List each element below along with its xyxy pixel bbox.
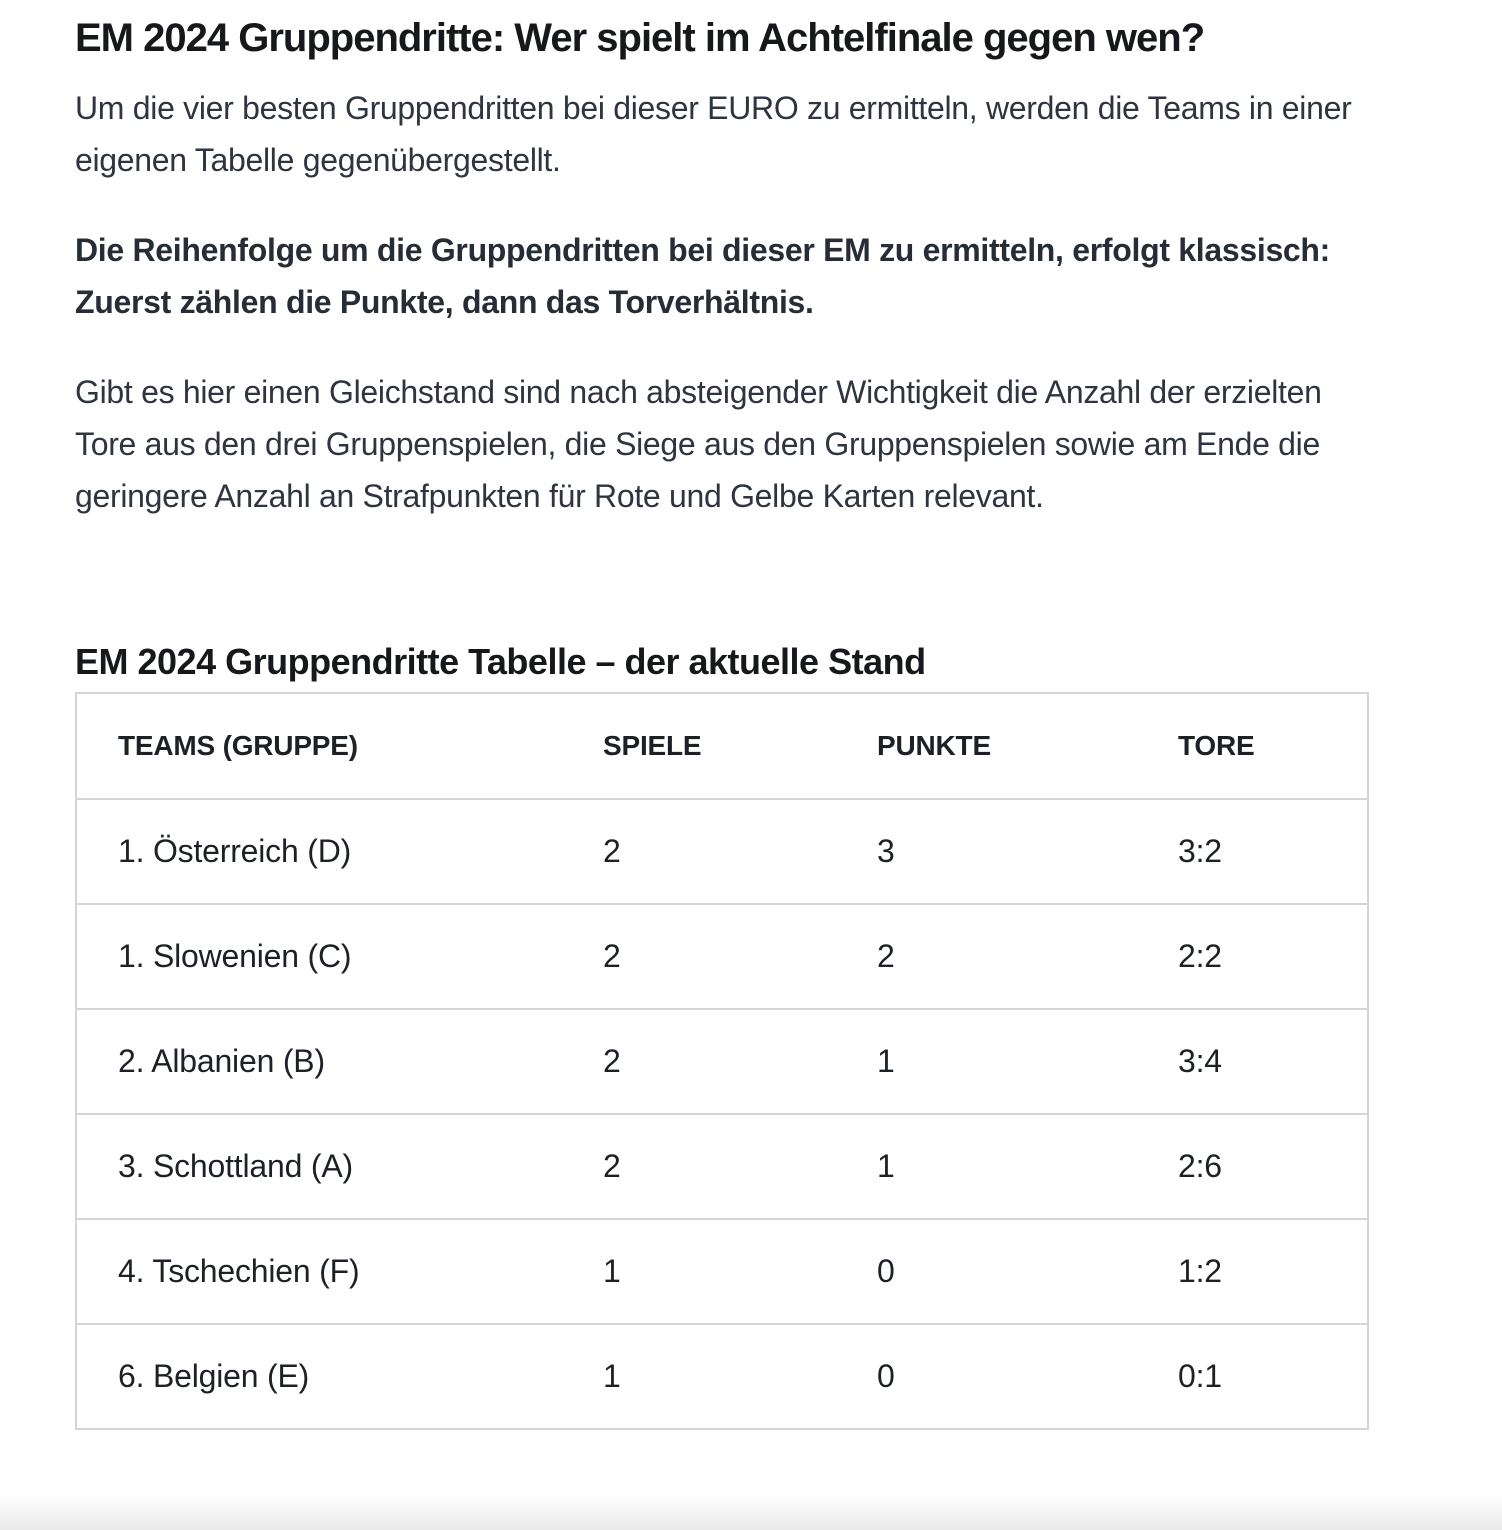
spiele-cell: 2 xyxy=(595,1009,869,1114)
punkte-cell: 1 xyxy=(869,1009,1170,1114)
table-header-row xyxy=(76,693,1368,799)
gruppendritte-table xyxy=(75,692,1369,1430)
team-cell: 4. Tschechien (F) xyxy=(76,1219,595,1324)
team-cell: 1. Slowenien (C) xyxy=(76,904,595,1009)
tore-cell: 3:2 xyxy=(1170,799,1368,904)
column-header-teams: TEAMS (GRUPPE) xyxy=(118,730,358,761)
column-header-punkte: PUNKTE xyxy=(877,730,991,761)
table-row xyxy=(76,904,1368,1009)
ranking-rules-paragraph: Die Reihenfolge um die Gruppendritten bei dieser EM zu ermitteln, erfolgt klassisch: Zuerst zählen die Punkte, dann das Torverhältnis. xyxy=(75,232,1331,320)
spiele-cell: 1 xyxy=(595,1324,869,1429)
tore-cell: 3:4 xyxy=(1170,1009,1368,1114)
article-content xyxy=(75,14,1369,1430)
tore-cell: 0:1 xyxy=(1170,1324,1368,1429)
punkte-cell: 0 xyxy=(869,1324,1170,1429)
team-cell: 6. Belgien (E) xyxy=(76,1324,595,1429)
spiele-cell: 2 xyxy=(595,904,869,1009)
punkte-cell: 1 xyxy=(869,1114,1170,1219)
article-title: EM 2024 Gruppendritte: Wer spielt im Achtelfinale gegen wen? xyxy=(75,16,1205,60)
column-header-spiele: SPIELE xyxy=(603,730,702,761)
punkte-cell: 0 xyxy=(869,1219,1170,1324)
table-row xyxy=(76,799,1368,904)
tiebreaker-paragraph: Gibt es hier einen Gleichstand sind nach absteigender Wichtigkeit die Anzahl der erzielten Tore aus den drei Gruppenspielen, die Siege aus den Gruppenspielen sowie am Ende die geringere Anzahl an Strafpunkten für Rote und Gelbe Karten relevant. xyxy=(75,374,1322,514)
table-row xyxy=(76,1219,1368,1324)
table-row xyxy=(76,1324,1368,1429)
spiele-cell: 1 xyxy=(595,1219,869,1324)
table-row xyxy=(76,1009,1368,1114)
team-cell: 3. Schottland (A) xyxy=(76,1114,595,1219)
column-header-tore: TORE xyxy=(1178,730,1255,761)
tore-cell: 1:2 xyxy=(1170,1219,1368,1324)
spiele-cell: 2 xyxy=(595,1114,869,1219)
team-cell: 1. Österreich (D) xyxy=(76,799,595,904)
intro-paragraph: Um die vier besten Gruppendritten bei dieser EURO zu ermitteln, werden die Teams in einer eigenen Tabelle gegenübergestellt. xyxy=(75,90,1352,178)
punkte-cell: 3 xyxy=(869,799,1170,904)
tore-cell: 2:6 xyxy=(1170,1114,1368,1219)
punkte-cell: 2 xyxy=(869,904,1170,1009)
spiele-cell: 2 xyxy=(595,799,869,904)
tore-cell: 2:2 xyxy=(1170,904,1368,1009)
table-section-heading: EM 2024 Gruppendritte Tabelle – der aktuelle Stand xyxy=(75,641,926,682)
page-bottom-fade xyxy=(0,1496,1502,1530)
article-page xyxy=(0,14,1502,1530)
table-row xyxy=(76,1114,1368,1219)
team-cell: 2. Albanien (B) xyxy=(76,1009,595,1114)
